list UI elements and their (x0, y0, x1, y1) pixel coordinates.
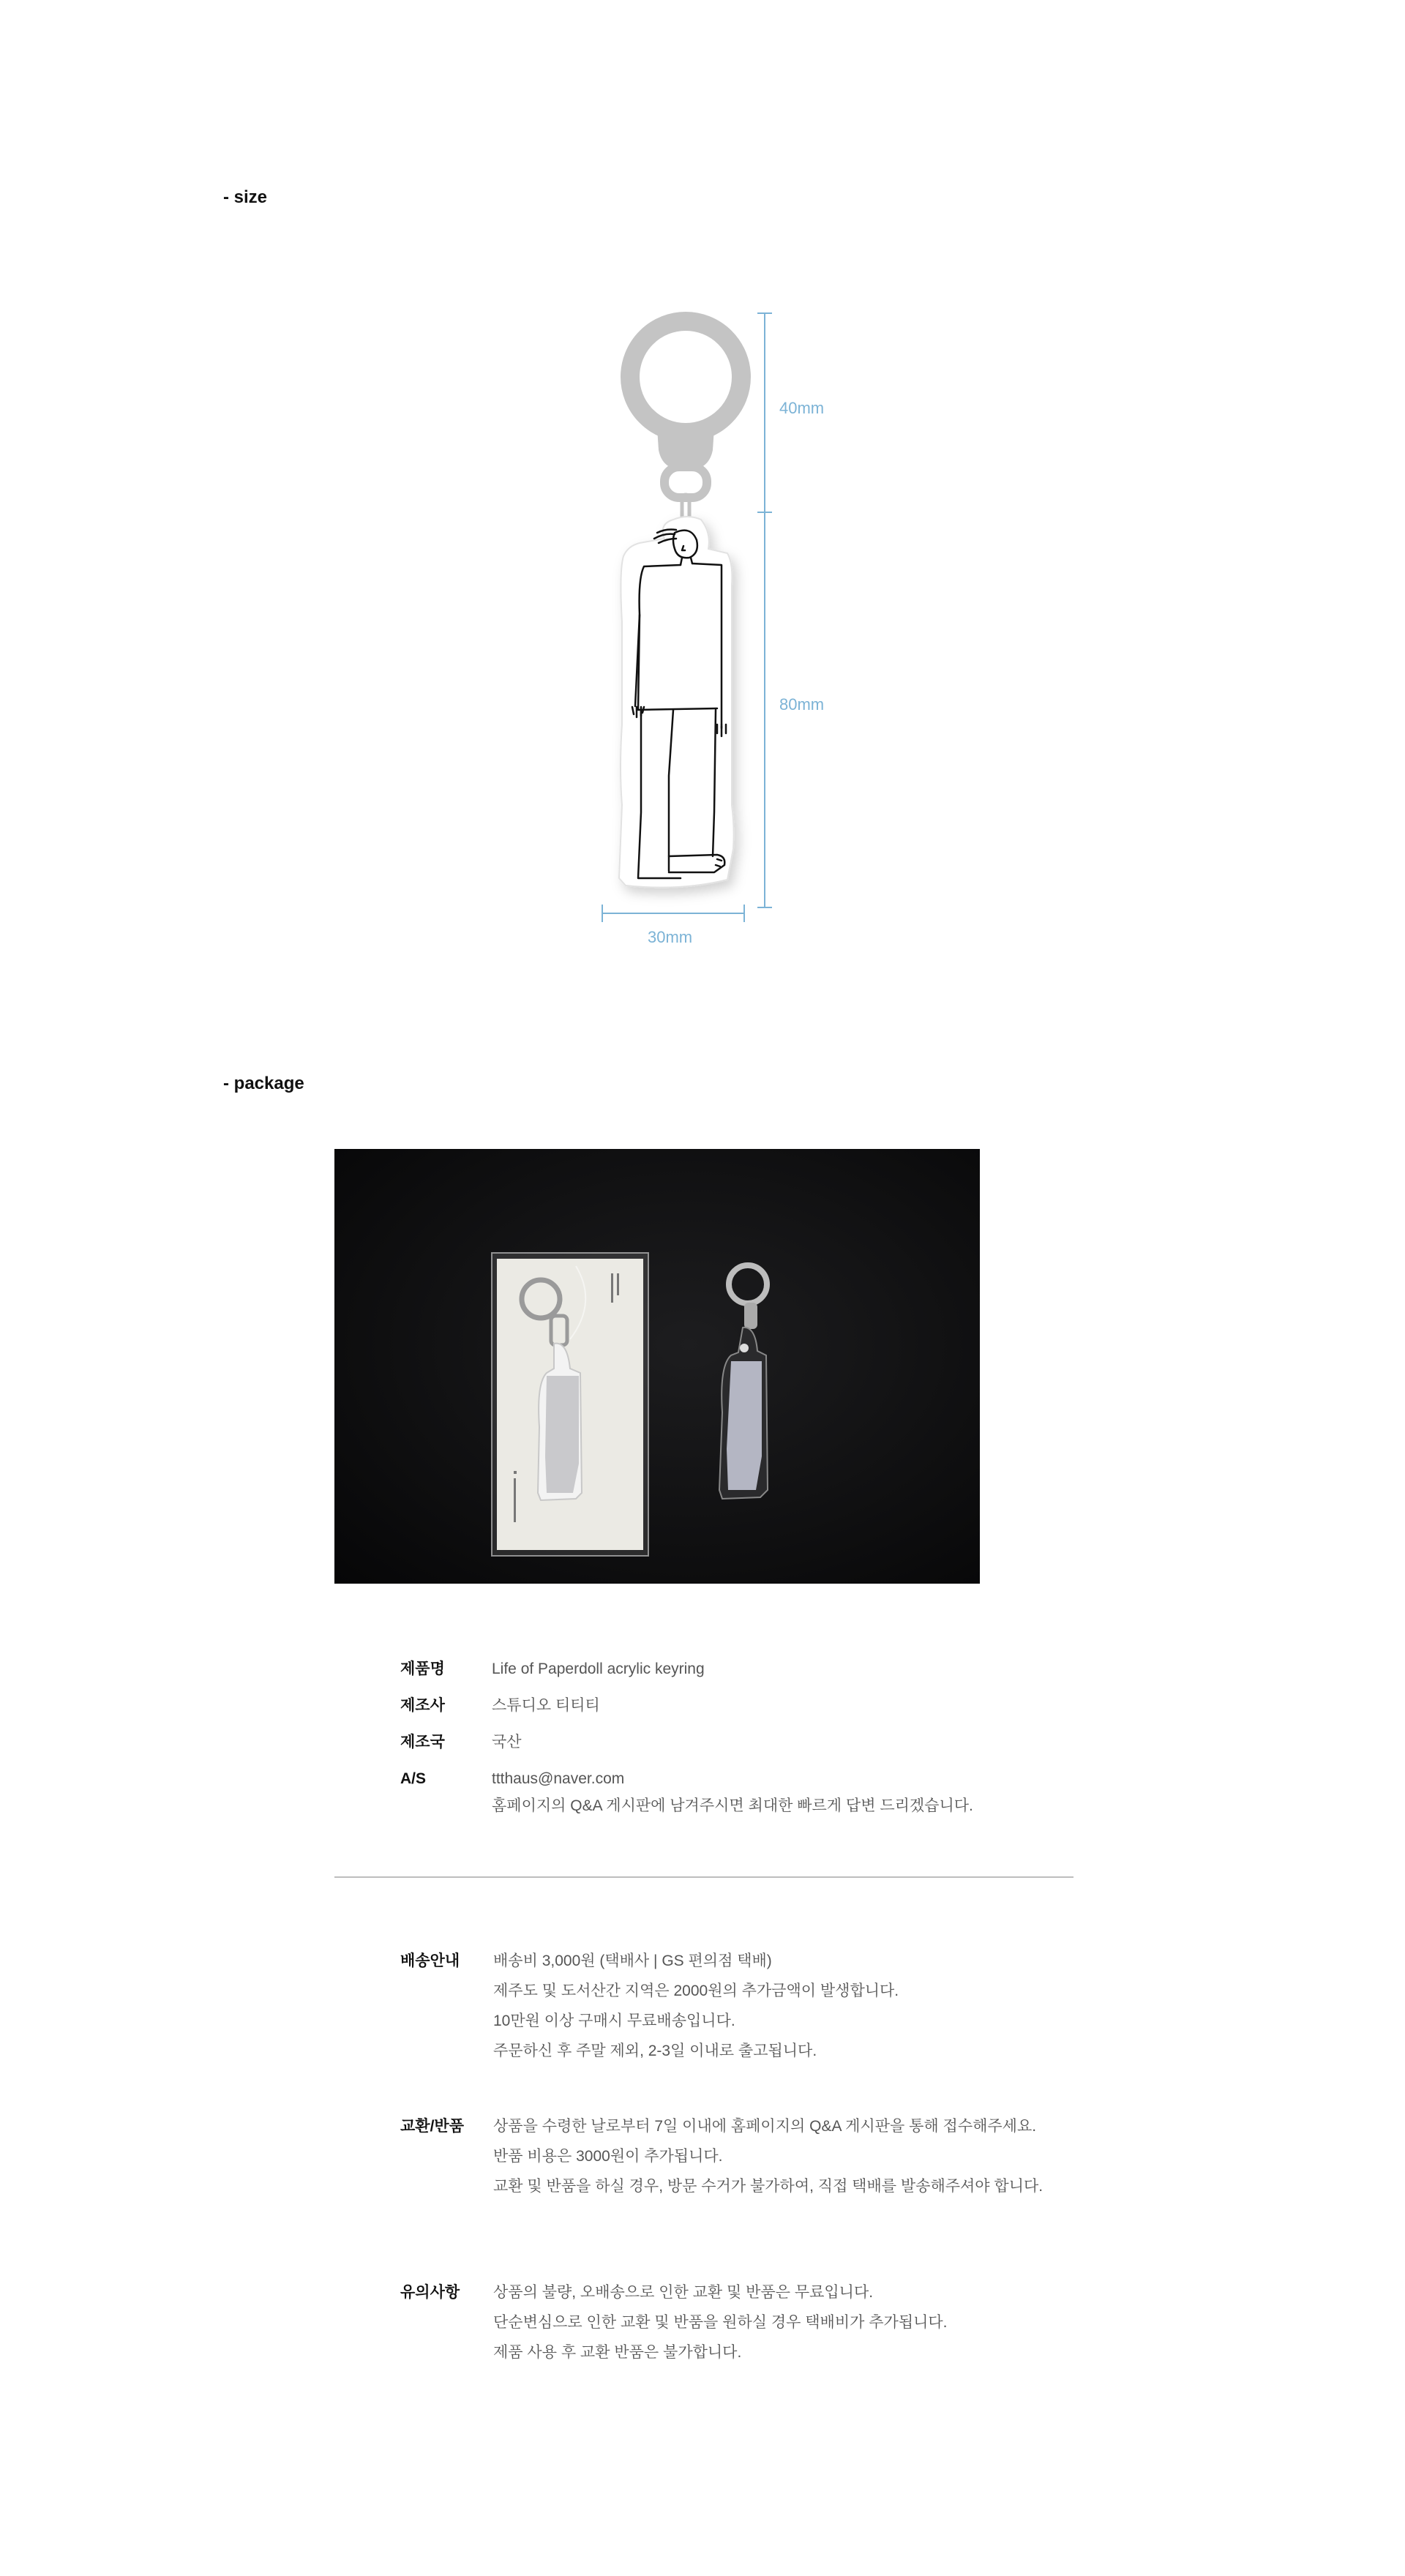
policy-line: 제주도 및 도서산간 지역은 2000원의 추가금액이 발생합니다. (493, 1982, 899, 1999)
info-value (492, 1765, 1077, 1819)
keyring-ring (630, 321, 741, 433)
section-divider (334, 1876, 1074, 1878)
info-label: A/S (400, 1770, 427, 1787)
info-value-line: ttthaus@naver.com (492, 1770, 625, 1787)
policy-label: 배송안내 (400, 1952, 460, 1969)
size-section-title: - size (223, 187, 268, 207)
ring-dimension-label: 40mm (779, 399, 825, 417)
policy-line: 반품 비용은 3000원이 추가됩니다. (493, 2148, 723, 2165)
info-value (492, 1729, 1077, 1756)
info-label: 제조국 (400, 1734, 445, 1751)
info-value (492, 1655, 1077, 1682)
policy-lines (493, 2277, 1115, 2367)
info-value-line: 국산 (492, 1734, 522, 1751)
info-value-line: 스튜디오 티티티 (492, 1697, 600, 1714)
info-label: 제조사 (400, 1697, 445, 1714)
policy-line: 제품 사용 후 교환 반품은 불가합니다. (493, 2344, 742, 2361)
figure-dimension-label: 80mm (779, 695, 825, 714)
policy-lines (493, 1946, 1115, 2066)
policy-line: 배송비 3,000원 (택배사 | GS 편의점 택배) (493, 1952, 772, 1969)
policy-line: 단순변심으로 인한 교환 및 반품을 원하실 경우 택배비가 추가됩니다. (493, 2314, 948, 2331)
package-section-title: - package (223, 1074, 304, 1093)
policy-line: 주문하신 후 주말 제외, 2-3일 이내로 출고됩니다. (493, 2043, 817, 2059)
width-dimension-label: 30mm (648, 928, 693, 946)
policy-line: 10만원 이상 구매시 무료배송입니다. (493, 2012, 735, 2029)
info-label: 제품명 (400, 1660, 445, 1677)
package-photo (334, 1149, 980, 1584)
info-value (492, 1692, 1077, 1719)
policy-label: 유의사항 (400, 2284, 460, 2301)
policy-lines (493, 2111, 1115, 2201)
keyring-size-diagram (571, 300, 863, 959)
policy-line: 교환 및 반품을 하실 경우, 방문 수거가 불가하여, 직접 택배를 발송해주셔야 합니다. (493, 2178, 1044, 2195)
policy-label: 교환/반품 (400, 2118, 464, 2135)
policy-line: 상품을 수령한 날로부터 7일 이내에 홈페이지의 Q&A 게시판을 통해 접수해주세요. (493, 2118, 1037, 2135)
info-value-line: 홈페이지의 Q&A 게시판에 남겨주시면 최대한 빠르게 답변 드리겠습니다. (492, 1797, 973, 1814)
policy-line: 상품의 불량, 오배송으로 인한 교환 및 반품은 무료입니다. (493, 2284, 874, 2301)
info-value-line: Life of Paperdoll acrylic keyring (492, 1660, 705, 1677)
package-photo-illustration (334, 1149, 980, 1584)
